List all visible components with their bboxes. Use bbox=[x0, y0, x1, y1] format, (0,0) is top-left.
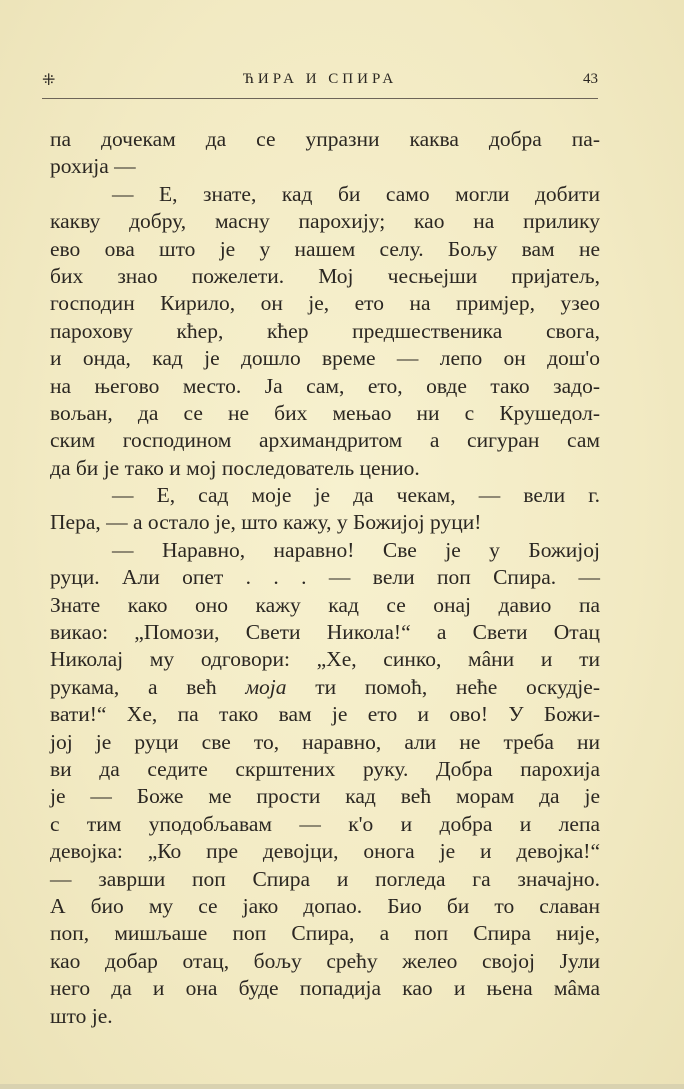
text-line: Пера, — а остало је, што кажу, у Божијој руци! bbox=[50, 510, 482, 535]
text-line: парохову кћер, кћер предшественика свога, bbox=[50, 318, 600, 343]
body-text bbox=[50, 126, 600, 1030]
text-line: поп, мишљаше поп Спира, а поп Спира није, bbox=[50, 921, 600, 946]
page-number: 43 bbox=[583, 71, 598, 87]
text-line: да би је тако и мој последователь ценио. bbox=[50, 455, 420, 480]
running-title: ЋИРА И СПИРА bbox=[242, 71, 398, 87]
text-line: — заврши поп Спира и погледа га значајно. bbox=[50, 866, 600, 891]
text-line: девојка: „Ко пре девојци, онога је и девојка!“ bbox=[50, 839, 600, 864]
text-line: Николај му одговори: „Хе, синко, мâни и ти bbox=[50, 647, 600, 672]
text-line: вати!“ Хе, па тако вам је ето и ово! У Божи- bbox=[50, 702, 600, 727]
text-line: рохија — bbox=[50, 154, 136, 179]
text-line: него да и она буде попадија као и њена мâма bbox=[50, 976, 600, 1001]
text-line: руци. Али опет . . . — вели поп Спира. — bbox=[50, 565, 600, 590]
text-line: рукама, а већ моја ти помоћ, неће оскудје- bbox=[50, 674, 600, 699]
text-line: и онда, кад је дошло време — лепо он дош'о bbox=[50, 346, 600, 371]
text-line: викао: „Помози, Свети Никола!“ а Свети Отац bbox=[50, 620, 600, 645]
text-line: је — Боже ме прости кад већ морам да је bbox=[50, 784, 600, 809]
text-line: Знате како оно кажу кад се онај давио па bbox=[50, 592, 600, 617]
text-line: А био му се јако допао. Био би то славан bbox=[50, 893, 600, 918]
text-line: јој је руци све то, наравно, али не треба ни bbox=[50, 729, 600, 754]
text-line: ским господином архимандритом а сигуран сам bbox=[50, 428, 600, 453]
text-line: вољан, да се не бих мењао ни с Крушедол- bbox=[50, 400, 600, 425]
header-rule bbox=[42, 98, 598, 99]
text-line: какву добру, масну парохију; као на прилику bbox=[50, 209, 600, 234]
text-line: — Е, сад моје је да чекам, — вели г. bbox=[112, 483, 600, 508]
page-bottom-edge bbox=[0, 1084, 684, 1089]
emphasis: моја bbox=[245, 674, 287, 699]
text-line: — Наравно, наравно! Све је у Божијој bbox=[112, 537, 600, 562]
text-line: — Е, знате, кад би само могли добити bbox=[112, 181, 600, 206]
text-line: као добар отац, бољу срећу желео својој Јули bbox=[50, 948, 600, 973]
text-line: па дочекам да се упразни каква добра па- bbox=[50, 127, 600, 151]
text-line: бих знао пожелети. Мој чесњејши пријатељ, bbox=[50, 263, 600, 288]
running-header bbox=[42, 70, 598, 94]
ornament-icon: ⁜ bbox=[42, 72, 56, 89]
text-line: ви да седите скрштених руку. Добра парохија bbox=[50, 756, 600, 781]
text-line: с тим уподобљавам — к'о и добра и лепа bbox=[50, 811, 600, 836]
text-line: што је. bbox=[50, 1003, 113, 1028]
text-line: на његово место. Ја сам, ето, овде тако задо- bbox=[50, 373, 600, 398]
text-line: господин Кирило, он је, ето на примјер, узео bbox=[50, 291, 600, 316]
text-line: ево ова што је у нашем селу. Бољу вам не bbox=[50, 236, 600, 261]
